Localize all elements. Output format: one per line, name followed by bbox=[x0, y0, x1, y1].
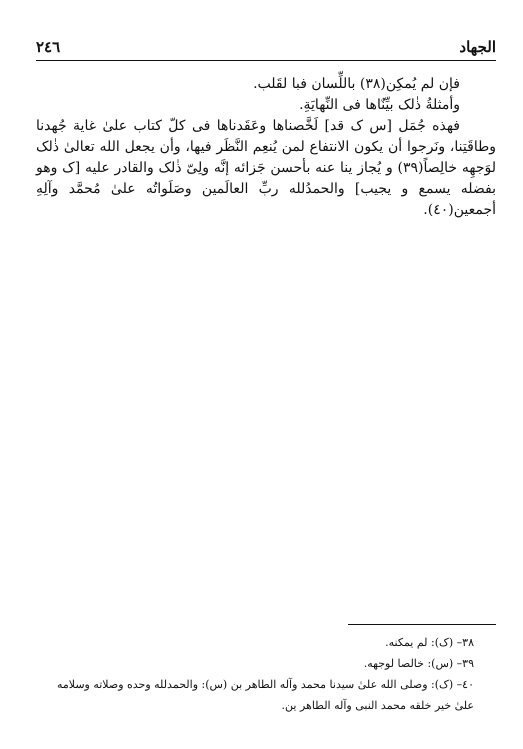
paragraph: فهذه جُمَل [س ک قد] لَخَّصناها وعَقَدناها فی کلّ کتاب علیٰ غاية جُهدنا وطاقَتِنا، ونَرجوا أن يكون الانتفاع لمن يُنعِم النَّظَر فيها، وأن يجعل الله تعالیٰ ذٰلک لوَجهِه خالِصاً(٣٩) و يُجاز ينا عنه بأحسن جَزائه إنَّه ولِیّ ذٰلک والقادر عليه [ک وهو بفضله يسمع و يجيب] والحمدُلله ربِّ العالَمين وصَلَواتُه علیٰ مُحمَّد وآلِهِ أجمعين(٤٠). bbox=[36, 118, 496, 218]
footnote-text: علیٰ خير خلقه محمد النبی وآله الطاهر ين. bbox=[281, 699, 474, 712]
footnote-number: ٣٨– bbox=[456, 636, 474, 649]
footnote-text: (ک): وصلی الله علیٰ سيدنا محمد وآله الطاهر بن (س): والحمدلله وحده وصلاته وسلامه bbox=[56, 678, 454, 691]
footnote bbox=[30, 674, 496, 695]
footnotes bbox=[30, 632, 496, 716]
chapter-title: الجهاد bbox=[459, 38, 496, 56]
paragraph: فإن لم يُمكِن(٣٨) باللِّسان فبا لقَلب. bbox=[253, 76, 460, 92]
footnote bbox=[30, 632, 496, 653]
main-text bbox=[36, 74, 496, 221]
header-rule bbox=[36, 60, 496, 61]
footnote-continuation bbox=[30, 695, 496, 716]
footnote bbox=[30, 653, 496, 674]
page-number: ٢٤٦ bbox=[36, 38, 61, 56]
footnote-text: (ک): لم يمکنه. bbox=[385, 636, 454, 649]
footnote-number: ٣٩– bbox=[456, 657, 474, 670]
page-header bbox=[36, 38, 496, 58]
paragraph: وأمثلةُ ذٰلک بيِّنٌاها فی النِّهايَةِ. bbox=[299, 97, 460, 113]
footnote-rule bbox=[348, 624, 496, 625]
footnote-number: ٤٠– bbox=[456, 678, 474, 691]
footnote-text: (س): خالصا لوجهه. bbox=[363, 657, 454, 670]
